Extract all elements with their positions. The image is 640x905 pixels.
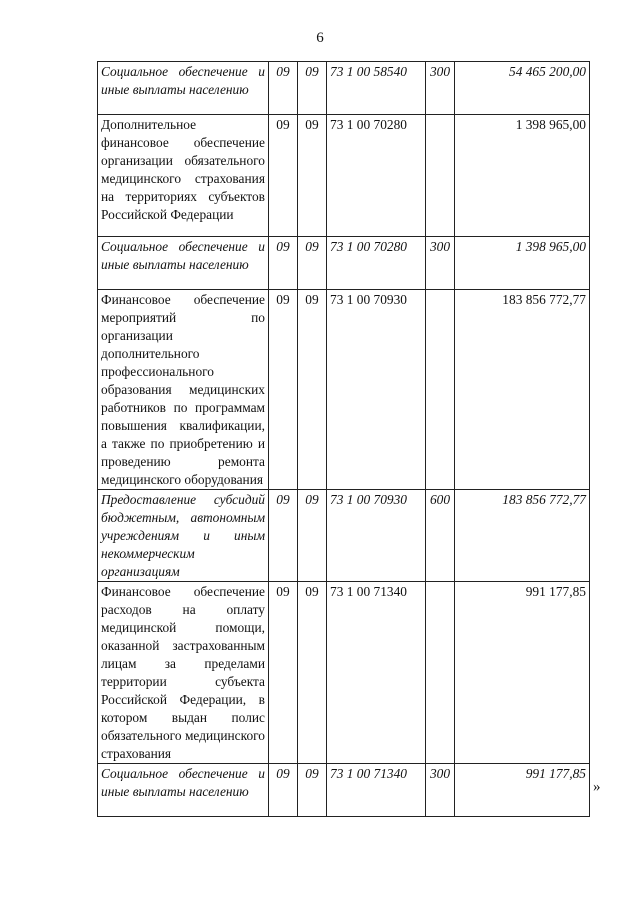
row-name-cell: Социальное обеспечение и иные выплаты населению	[98, 237, 269, 290]
amount-cell: 991 177,85	[455, 582, 590, 764]
target-article-cell: 73 1 00 70930	[327, 490, 426, 582]
table-row	[98, 490, 590, 582]
section-code-cell: 09	[269, 764, 298, 817]
closing-quote-mark: »	[593, 779, 601, 795]
row-name-cell: Финансовое обеспечение мероприятий по организации дополнительного профессионального образования медицинских работников по программам повышения квалификации, а также по приобретению и проведению ремонта медицинского оборудования	[98, 290, 269, 490]
expense-type-cell: 300	[426, 62, 455, 115]
target-article-cell: 73 1 00 70930	[327, 290, 426, 490]
section-code-cell: 09	[269, 115, 298, 237]
expense-type-cell	[426, 115, 455, 237]
row-name-cell: Финансовое обеспечение расходов на оплату медицинской помощи, оказанной застрахованным лицам за пределами территории субъекта Российской Федерации, в котором выдан полис обязательного медицинского страхования	[98, 582, 269, 764]
amount-cell: 54 465 200,00	[455, 62, 590, 115]
table-row	[98, 62, 590, 115]
target-article-cell: 73 1 00 70280	[327, 237, 426, 290]
subsection-code-cell: 09	[298, 290, 327, 490]
amount-cell: 991 177,85	[455, 764, 590, 817]
section-code-cell: 09	[269, 582, 298, 764]
subsection-code-cell: 09	[298, 490, 327, 582]
subsection-code-cell: 09	[298, 115, 327, 237]
table-row	[98, 115, 590, 237]
subsection-code-cell: 09	[298, 237, 327, 290]
expense-type-cell	[426, 582, 455, 764]
section-code-cell: 09	[269, 62, 298, 115]
target-article-cell: 73 1 00 58540	[327, 62, 426, 115]
row-name-cell: Предоставление субсидий бюджетным, автономным учреждениям и иным некоммерческим организациям	[98, 490, 269, 582]
amount-cell: 183 856 772,77	[455, 290, 590, 490]
expense-type-cell	[426, 290, 455, 490]
subsection-code-cell: 09	[298, 62, 327, 115]
target-article-cell: 73 1 00 71340	[327, 764, 426, 817]
row-name-cell: Социальное обеспечение и иные выплаты населению	[98, 62, 269, 115]
section-code-cell: 09	[269, 237, 298, 290]
page-number: 6	[316, 30, 324, 46]
row-name-cell: Дополнительное финансовое обеспечение организации обязательного медицинского страхования на территориях субъектов Российской Федерации	[98, 115, 269, 237]
table-row	[98, 237, 590, 290]
amount-cell: 1 398 965,00	[455, 237, 590, 290]
table-row	[98, 582, 590, 764]
target-article-cell: 73 1 00 70280	[327, 115, 426, 237]
table-row	[98, 764, 590, 817]
section-code-cell: 09	[269, 290, 298, 490]
row-name-cell: Социальное обеспечение и иные выплаты населению	[98, 764, 269, 817]
expense-type-cell: 300	[426, 764, 455, 817]
table-row	[98, 290, 590, 490]
section-code-cell: 09	[269, 490, 298, 582]
subsection-code-cell: 09	[298, 582, 327, 764]
amount-cell: 1 398 965,00	[455, 115, 590, 237]
expense-type-cell: 300	[426, 237, 455, 290]
subsection-code-cell: 09	[298, 764, 327, 817]
expense-type-cell: 600	[426, 490, 455, 582]
target-article-cell: 73 1 00 71340	[327, 582, 426, 764]
budget-table	[97, 61, 590, 817]
amount-cell: 183 856 772,77	[455, 490, 590, 582]
